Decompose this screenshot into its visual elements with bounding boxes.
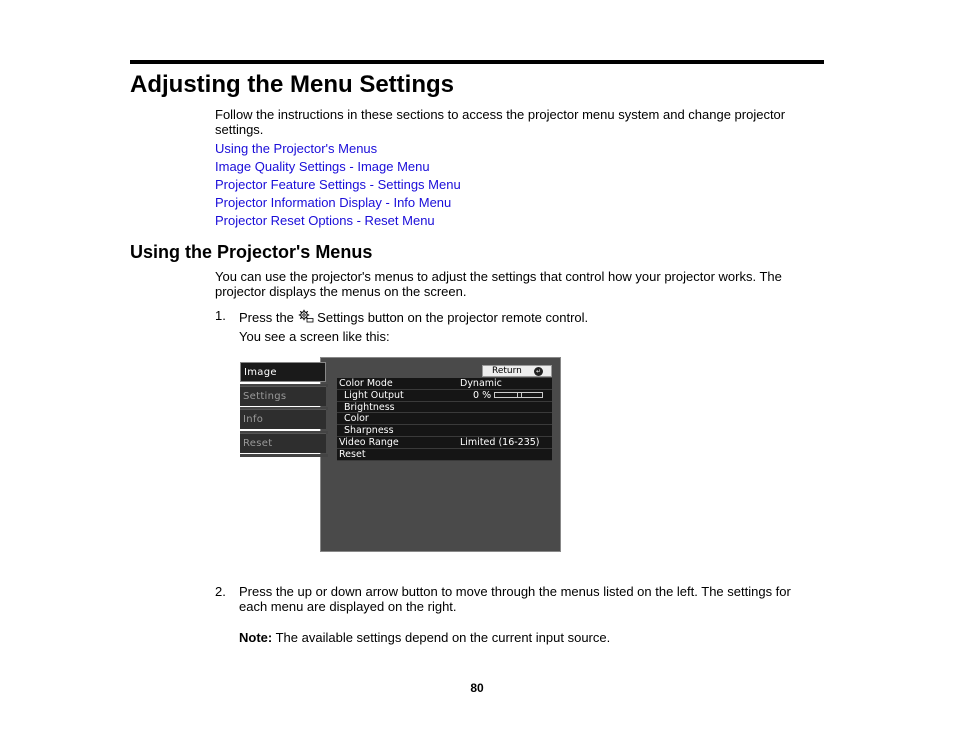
enter-arrow-icon: ↵ xyxy=(535,368,542,375)
return-button xyxy=(482,365,552,377)
osd-tab-settings: Settings xyxy=(240,386,326,406)
row-label: Color Mode xyxy=(339,378,393,389)
osd-tab-reset: Reset xyxy=(240,433,326,453)
link-item xyxy=(215,177,461,195)
step-1-number: 1. xyxy=(215,308,226,323)
menu-row-light-output xyxy=(337,390,552,402)
menu-row-video-range xyxy=(337,437,552,449)
osd-tab-info: Info xyxy=(240,409,326,429)
row-label: Color xyxy=(344,413,369,425)
menu-row-brightness xyxy=(337,402,552,414)
note-label: Note: xyxy=(239,630,273,645)
osd-tab-image: Image xyxy=(240,362,326,382)
section-heading: Using the Projector's Menus xyxy=(130,242,373,262)
intro-text: Follow the instructions in these sections to access the projector menu system and change projector settings. xyxy=(215,107,786,137)
row-value: 0 % xyxy=(473,389,492,401)
topic-link-list xyxy=(215,141,461,231)
note xyxy=(239,631,809,646)
gear-settings-icon xyxy=(298,309,314,323)
row-label: Sharpness xyxy=(344,425,394,437)
tab-divider xyxy=(240,454,328,457)
page-title: Adjusting the Menu Settings xyxy=(130,71,454,98)
link-item xyxy=(215,195,461,213)
step-1-followup: You see a screen like this: xyxy=(239,329,390,344)
projector-menu-screenshot xyxy=(239,357,562,553)
link-item xyxy=(215,141,461,159)
section-intro-text: You can use the projector's menus to adjust the settings that control how your projector works. The projector displays the menus on the screen. xyxy=(215,269,782,299)
row-label: Brightness xyxy=(344,401,395,413)
step-2-number: 2. xyxy=(215,584,226,599)
step-1-text xyxy=(239,309,809,326)
page-number: 80 xyxy=(470,681,484,695)
menu-settings-list xyxy=(337,378,552,461)
return-label: Return xyxy=(492,366,522,376)
row-value: Dynamic xyxy=(460,378,502,389)
light-output-slider xyxy=(494,392,543,398)
row-label: Light Output xyxy=(344,389,404,401)
link-using-menus[interactable]: Using the Projector's Menus xyxy=(215,141,378,156)
menu-row-sharpness xyxy=(337,425,552,437)
link-settings-menu[interactable]: Projector Feature Settings - Settings Menu xyxy=(215,177,461,192)
menu-row-color xyxy=(337,413,552,425)
row-label: Video Range xyxy=(339,436,399,448)
menu-row-reset xyxy=(337,449,552,461)
row-value: Limited (16-235) xyxy=(460,436,540,448)
link-reset-menu[interactable]: Projector Reset Options - Reset Menu xyxy=(215,213,435,228)
link-info-menu[interactable]: Projector Information Display - Info Menu xyxy=(215,195,452,210)
step-1-text-after: Settings button on the projector remote control. xyxy=(317,310,589,325)
menu-row-color-mode xyxy=(337,378,552,390)
step-2-text: Press the up or down arrow button to move through the menus listed on the left. The settings for each menu are displayed on the right. xyxy=(239,584,791,614)
link-image-menu[interactable]: Image Quality Settings - Image Menu xyxy=(215,159,430,174)
link-item xyxy=(215,213,461,231)
menu-settings-panel xyxy=(320,357,561,552)
top-rule xyxy=(130,60,824,64)
step-1-text-before: Press the xyxy=(239,310,294,325)
link-item xyxy=(215,159,461,177)
note-text: The available settings depend on the current input source. xyxy=(275,630,611,645)
row-label: Reset xyxy=(339,448,366,460)
